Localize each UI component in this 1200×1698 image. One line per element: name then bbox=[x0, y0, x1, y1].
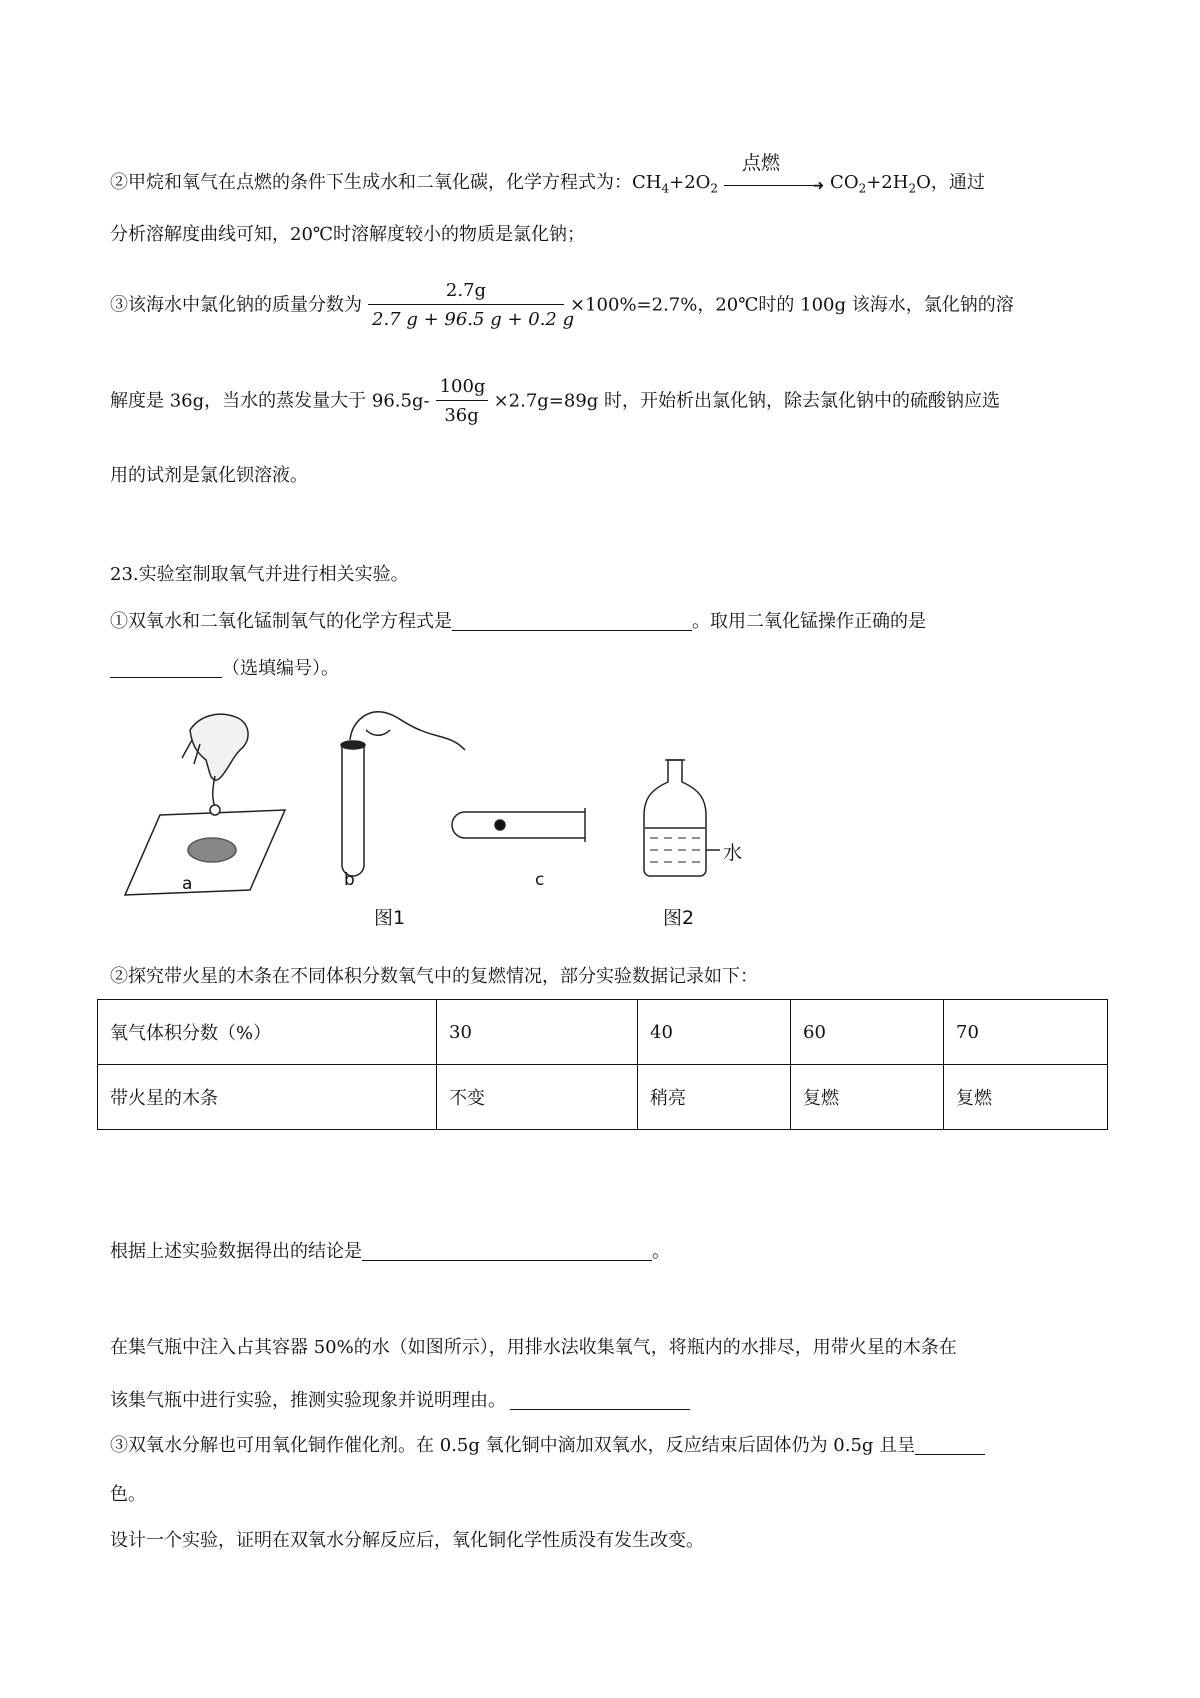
question-23-part1-cont: （选填编号）。 bbox=[110, 659, 339, 678]
paragraph-bottle-1: 在集气瓶中注入占其容器 50%的水（如图所示），用排水法收集氧气，将瓶内的水排尽，用带火星的木条在 bbox=[110, 1337, 957, 1358]
table-cell: 氧气体积分数（%） bbox=[98, 1000, 437, 1065]
figure-c-horizontal-tube bbox=[452, 808, 585, 842]
table-cell: 不变 bbox=[437, 1065, 638, 1130]
question-23-title: 23.实验室制取氧气并进行相关实验。 bbox=[110, 564, 409, 585]
evaporation-line: 解度是 36g，当水的蒸发量大于 96.5g- $\frac{100g}{36g}$ ×2.7g=89g 时，开始析出氯化钠，除去氯化钠中的硫酸钠应选 bbox=[110, 376, 1001, 426]
figure-label-fig2: 图2 bbox=[663, 907, 695, 929]
design-experiment-line: 设计一个实验，证明在双氧水分解反应后，氧化铜化学性质没有发生改变。 bbox=[110, 1530, 704, 1551]
figure-label-c: c bbox=[535, 870, 545, 890]
table-cell: 30 bbox=[437, 1000, 638, 1065]
paragraph-solubility: 分析溶解度曲线可知，20℃时溶解度较小的物质是氯化钠； bbox=[110, 224, 586, 245]
question-23-part1: ①双氧水和二氧化锰制氧气的化学方程式是 。取用二氧化锰操作正确的是 bbox=[110, 611, 926, 632]
fraction-mass: $\frac{2.7g}{2.7 g + 96.5 g + 0.2 g}$ bbox=[368, 282, 564, 329]
figure-label-a: a bbox=[182, 874, 193, 894]
answer-blank-phenomenon[interactable] bbox=[510, 1391, 690, 1410]
question-23-part3: ③双氧水分解也可用氧化铜作催化剂。在 0.5g 氧化铜中滴加双氧水，反应结束后固体仍为 0.5g 且呈 bbox=[110, 1436, 985, 1455]
answer-blank-choice[interactable] bbox=[110, 659, 222, 678]
table-row bbox=[98, 1065, 1108, 1130]
answer-blank-equation[interactable] bbox=[452, 612, 692, 631]
figure-a-paper-powder bbox=[125, 714, 285, 895]
table-cell: 70 bbox=[944, 1000, 1108, 1065]
oxygen-data-table bbox=[97, 999, 1108, 1130]
table-cell: 带火星的木条 bbox=[98, 1065, 437, 1130]
figure-label-water: 水 bbox=[723, 842, 743, 864]
conclusion-line: 根据上述实验数据得出的结论是 。 bbox=[110, 1241, 670, 1262]
question-23-part2: ②探究带火星的木条在不同体积分数氧气中的复燃情况，部分实验数据记录如下： bbox=[110, 966, 758, 987]
mass-fraction-line: ③该海水中氯化钠的质量分数为 $\frac{2.7g}{2.7 g + 96.5 g + 0.2 g}$ ×100%=2.7%，20℃时的 100g 该海水，氯化钠的溶 bbox=[110, 280, 1014, 330]
equation-line: ②甲烷和氧气在点燃的条件下生成水和二氧化碳，化学方程式为：$CH_4+2O_2$ 点燃 ➜ $CO_2+2H_2O$，通过 bbox=[110, 152, 985, 196]
figure-2-gas-bottle bbox=[644, 760, 720, 876]
figure-1-2 bbox=[120, 700, 820, 940]
paragraph-reagent: 用的试剂是氯化钡溶液。 bbox=[110, 465, 308, 486]
answer-blank-color[interactable] bbox=[915, 1436, 985, 1455]
fraction-solubility: $\frac{100g}{36g}$ bbox=[436, 378, 488, 425]
table-cell: 复燃 bbox=[791, 1065, 944, 1130]
table-row bbox=[98, 1000, 1108, 1065]
table-cell: 40 bbox=[638, 1000, 791, 1065]
question-23-part3-cont: 色。 bbox=[110, 1484, 146, 1505]
table-cell: 稍亮 bbox=[638, 1065, 791, 1130]
table-cell: 复燃 bbox=[944, 1065, 1108, 1130]
figure-b-test-tube bbox=[341, 712, 465, 876]
figure-label-fig1: 图1 bbox=[374, 907, 406, 929]
paragraph-bottle-2: 该集气瓶中进行实验，推测实验现象并说明理由。 bbox=[110, 1391, 690, 1410]
answer-blank-conclusion[interactable] bbox=[362, 1242, 652, 1261]
table-cell: 60 bbox=[791, 1000, 944, 1065]
figure-label-b: b bbox=[344, 870, 355, 890]
reaction-arrow: 点燃 ➜ bbox=[724, 166, 824, 190]
